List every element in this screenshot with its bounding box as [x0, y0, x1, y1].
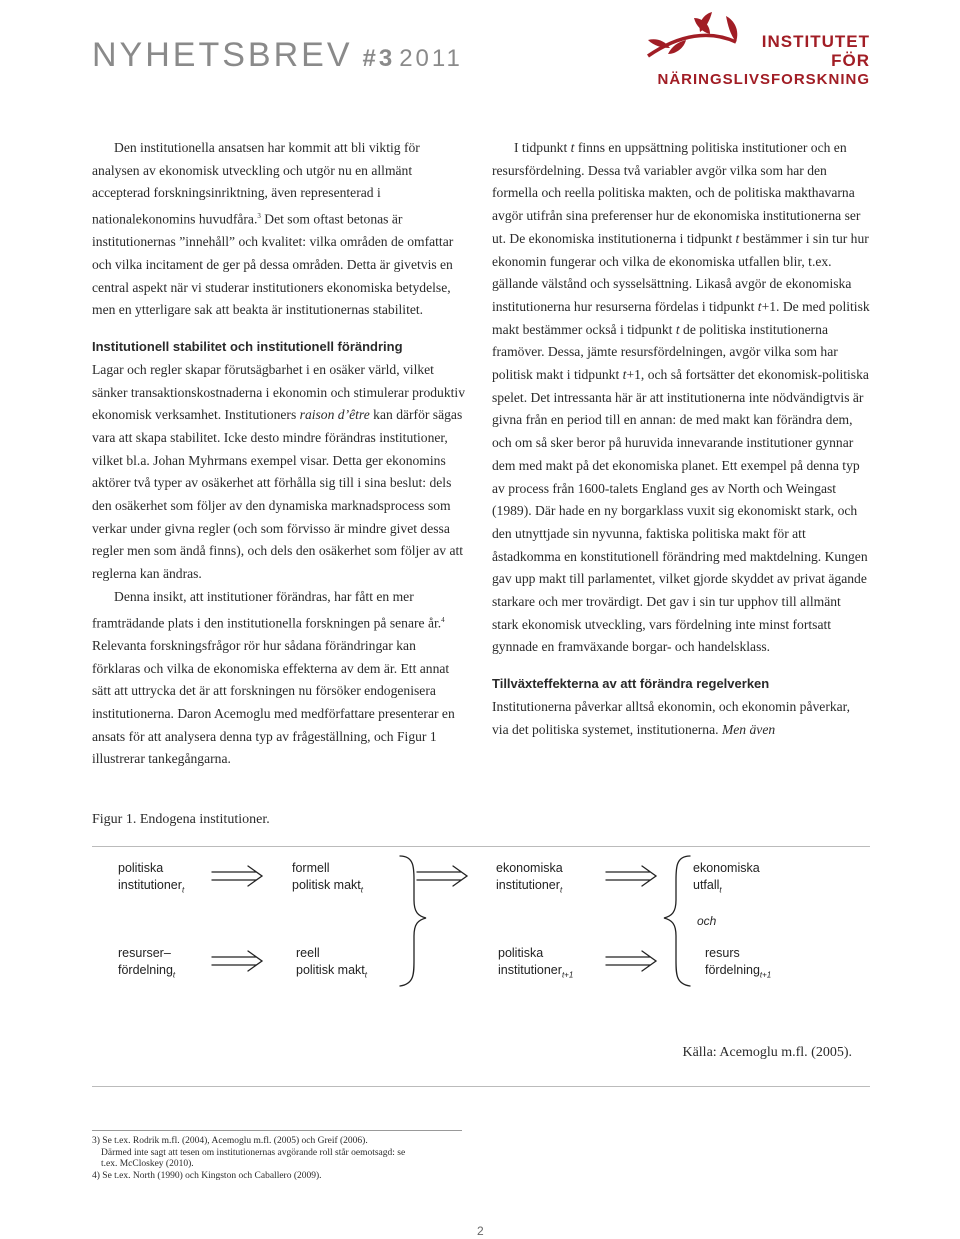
footnote-rule: [92, 1130, 462, 1131]
figure-title: Figur 1. Endogena institutioner.: [92, 812, 270, 827]
fig-cell-text: reell: [296, 946, 320, 960]
left-brace-icon: [664, 856, 690, 986]
right-p1c: bestämmer i sin tur hur ekonomin fungerar och vilka de ekonomiska utfallen blir, t.ex. gällande välstånd och sysselsättning. Likaså avgör de ekonomiska institutionerna hur resurserna fördelas i tidpunkt: [492, 230, 869, 314]
left-p1-text: Den institutionella ansatsen har kommit att bli viktig för analysen av ekonomisk utveckling och utgör nu en allmänt accepterad forskningsinriktning, även representerad i nationalekonomins huvudfåra.: [92, 140, 420, 227]
implies-arrow-icon: [606, 951, 656, 971]
figure-source: Källa: Acemoglu m.fl. (2005).: [682, 1045, 852, 1060]
right-t4: t: [675, 321, 680, 337]
issue-number: #3: [362, 45, 396, 72]
fig-cell-text: institutioner: [496, 878, 560, 892]
fig-cell-text: ekonomiska: [693, 861, 760, 875]
implies-arrow-icon: [212, 866, 262, 886]
fig-subscript: t: [719, 885, 722, 895]
footnote-3-cont: Därmed inte sagt att tesen om institutionernas avgörande roll står oemotsagd: se t.ex. McCloskey (2010).: [101, 1147, 406, 1169]
page-number: 2: [477, 1224, 484, 1238]
left-p2b: kan därför sägas vara att skapa stabilitet. Icke desto mindre förändras institutioner, vilket bl.a. Johan Myhrmans exempel visar. Detta ger ekonomins aktörer två typer av osäkerhet att förhålla sig till i sina beslut: dels den osäkerhet som följer av den dynamiska marknadsprocess som verkar under givna regler (och som förvisso är mindre givet dessa regler men som ändå finns), och dels den osäkerhet som följer av att reglerna kan ändras.: [92, 407, 464, 582]
fig-cell-text: ekonomiska: [496, 861, 563, 875]
fig-cell-text: politiska: [498, 946, 544, 960]
right-t3: t: [757, 298, 762, 314]
footnotes: [92, 1136, 412, 1182]
fig-subscript: t: [360, 885, 364, 895]
right-p1d: +1. De med politisk makt bestämmer också i tidpunkt: [492, 298, 870, 337]
fig-cell-text: institutioner: [118, 878, 182, 892]
right-p2-italic: Men även: [721, 721, 776, 737]
implies-arrow-icon: [606, 866, 656, 886]
footnote-3: 3) Se t.ex. Rodrik m.fl. (2004), Acemoglu m.fl. (2005) och Greif (2006).: [92, 1136, 368, 1146]
newsletter-title-text: NYHETSBREV: [92, 36, 353, 74]
left-p1-cont: Det som oftast betonas är institutionernas ”innehåll” och kvalitet: vilka områden de omfattar och vilka incitament de ger på dessa områden. Detta är givetvis en central aspekt när vi studerar institutioners ekonomiska betydelse, men en ytterligare sak att beakta är institutionernas stabilitet.: [92, 211, 454, 318]
fig-subscript: t+1: [759, 970, 772, 980]
fig-subscript: t+1: [561, 970, 574, 980]
issue-year: 2011: [399, 45, 463, 72]
fig-cell-text: utfall: [693, 878, 720, 892]
fig-cell-text: politisk makt: [292, 878, 361, 892]
fig-cell-text: resurs: [705, 946, 740, 960]
fig-cell-text: institutioner: [498, 963, 562, 977]
section-heading-stability: Institutionell stabilitet och institutionell förändring: [92, 339, 403, 355]
fig-subscript: t: [559, 885, 563, 895]
logo-line-2: NÄRINGSLIVSFORSKNING: [657, 71, 870, 88]
figure-bottom-rule: [92, 1086, 870, 1087]
footnote-4: 4) Se t.ex. North (1990) och Kingston och Caballero (2009).: [92, 1170, 322, 1181]
left-p2a: Lagar och regler skapar förutsägbarhet i en osäker värld, vilket sänker transaktionskostnaderna i ekonomin och stimulerar produktiv ekonomisk verksamhet. Institutioners: [92, 361, 465, 423]
right-p2a: Institutionerna påverkar alltså ekonomin, och ekonomin påverkar, via det politiska systemet, institutionerna.: [492, 698, 851, 737]
left-p3b: Relevanta forskningsfrågor rör hur sådana förändringar kan förklaras och vilka de ekonomiska effekterna av dem är. Ett annat sätt att uttrycka det är att forskningen nu försöker endogenisera institutionerna. Daron Acemoglu med medförfattare presenterar en ansats för att analysera denna typ av frågeställning, och Figur 1 illustrerar tankegångarna.: [92, 637, 455, 767]
right-p1e: de politiska institutionerna framöver. Dessa, jämte resursfördelningen, avgör vilka som har politisk makt i tidpunkt: [492, 321, 838, 383]
right-p1b: finns en uppsättning politiska institutioner och en resursfördelning. Dessa två variabler avgör vilka som har den formella och reella politiska makten, och de politiska makthavarna avgör utifrån sina preferenser hur de ekonomiska institutionerna ser ut. De ekonomiska institutionerna i tidpunkt: [492, 140, 861, 246]
logo-line-1: INSTITUTET FÖR: [761, 32, 870, 70]
footnote-ref-3: 3: [257, 212, 261, 221]
fig-cell-text: fördelning: [705, 963, 760, 977]
fig-cell-text: resurser–: [118, 946, 171, 960]
left-p2-italic: raison d’être: [299, 407, 370, 423]
right-t5: t: [622, 367, 627, 383]
section-heading-growth: Tillväxteffekterna av att förändra regelverken: [492, 676, 770, 692]
implies-arrow-icon: [212, 951, 262, 971]
fig-cell-text: politisk makt: [296, 963, 365, 977]
fig-cell-text: politiska: [118, 861, 164, 875]
right-t1: t: [570, 140, 575, 155]
fig-subscript: t: [364, 970, 368, 980]
fig-cell-text: fördelning: [118, 963, 173, 977]
fig-subscript: t: [172, 970, 176, 980]
right-brace-icon: [400, 856, 426, 986]
implies-arrow-icon: [417, 866, 467, 886]
right-t2: t: [735, 230, 740, 246]
fig-and-label: och: [697, 914, 717, 928]
right-p1a: I tidpunkt: [514, 140, 571, 155]
footnote-ref-4: 4: [441, 615, 445, 624]
fig-cell-text: formell: [292, 861, 330, 875]
right-p1f: +1, och så fortsätter det ekonomisk-politiska spelet. Det intressanta här är att institutionerna inte nödvändigtvis är givna från en period till en annan: de med makt kan förändra dem, och om så sker beror på huruvida innevarande institutioner gynnar dem med makt på det ekonomiska planet. Ett exempel på denna typ av process från 1600-talets England ges av North och Weingast (1989). Där hade en ny borgarklass vuxit sig ekonomiskt stark, och den utnyttjade sin nyvunna, faktiska politiska makt för att åstadkomma en konstitutionell förändring med maktdelning. Kungen gav upp makt till parlamentet, vilket gjorde skyddet av privat ägande starkare och mer trovärdigt. Det gav i sin tur upphov till allmänt stark ekonomisk utveckling, vars fördelning inte minst fortsatt gynnade en framväxande borgar- och handelsklass.: [492, 367, 869, 655]
fig-subscript: t: [181, 885, 185, 895]
left-p3a: Denna insikt, att institutioner förändras, har fått en mer framträdande plats i den institutionella forskningen på senare år.: [92, 588, 442, 631]
